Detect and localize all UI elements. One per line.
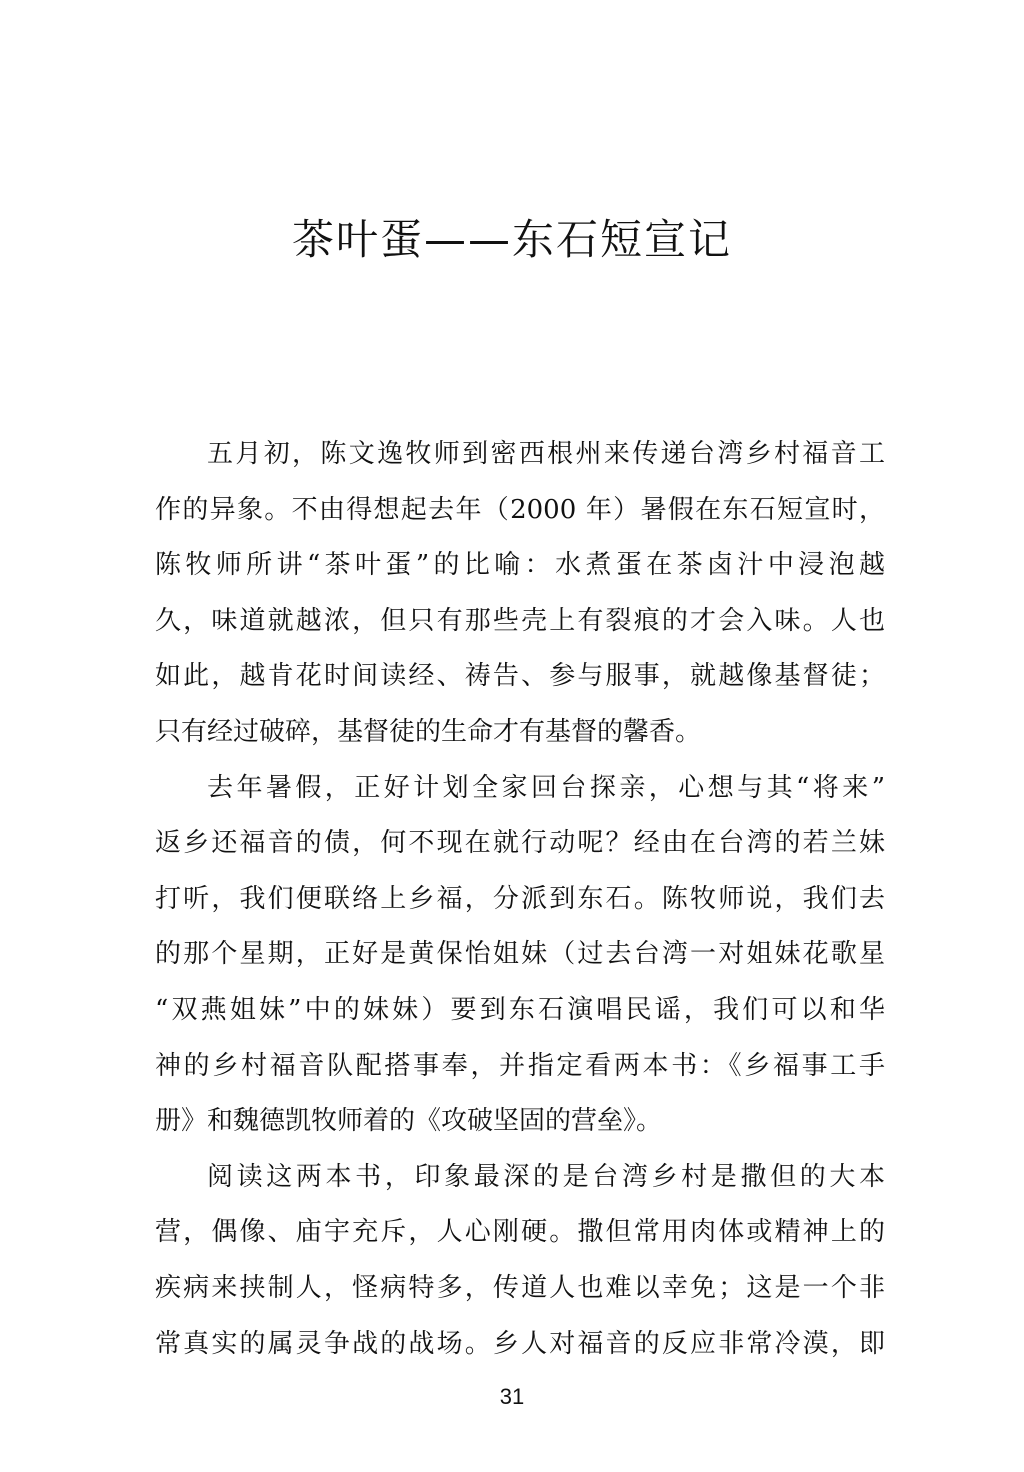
paragraph-line: 营，偶像、庙宇充斥，人心刚硬。撒但常用肉体或精神上的	[155, 1217, 885, 1248]
paragraph-line: 的那个星期，正好是黄保怡姐妹（过去台湾一对姐妹花歌星	[155, 939, 885, 970]
paragraph-line: 作的异象。不由得想起去年（2000 年）暑假在东石短宣时，	[155, 494, 885, 525]
paragraph-line: 打听，我们便联络上乡福，分派到东石。陈牧师说，我们去	[155, 883, 885, 914]
paragraph-line: 如此，越肯花时间读经、祷告、参与服事，就越像基督徒；	[155, 661, 885, 692]
paragraph-line: 疾病来挟制人，怪病特多，传道人也难以幸免；这是一个非	[155, 1272, 885, 1303]
paragraph-line: 五月初，陈文逸牧师到密西根州来传递台湾乡村福音工	[207, 439, 885, 469]
page-number: 31	[499, 1384, 525, 1409]
paragraph-line: 阅读这两本书，印象最深的是台湾乡村是撒但的大本	[207, 1161, 885, 1192]
paragraph-line: “双燕姐妹”中的妹妹）要到东石演唱民谣，我们可以和华	[155, 994, 885, 1025]
paragraph-line: 神的乡村福音队配搭事奉，并指定看两本书：《乡福事工手	[155, 1050, 885, 1081]
paragraph-line: 久，味道就越浓，但只有那些壳上有裂痕的才会入味。人也	[155, 605, 885, 636]
paragraph-line: 返乡还福音的债，何不现在就行动呢？经由在台湾的若兰妹	[155, 828, 885, 859]
paragraph-line: 陈牧师所讲“茶叶蛋”的比喻：水煮蛋在茶卤汁中浸泡越	[155, 550, 885, 581]
paragraph-line: 册》和魏德凯牧师着的《攻破坚固的营垒》。	[155, 1106, 663, 1137]
body-text	[155, 427, 885, 1372]
paragraph-line: 常真实的属灵争战的战场。乡人对福音的反应非常冷漠，即	[155, 1328, 885, 1359]
chapter-title: 茶叶蛋——东石短宣记	[291, 215, 732, 264]
paragraph-line: 去年暑假，正好计划全家回台探亲，心想与其“将来”	[207, 772, 885, 803]
paragraph-line: 只有经过破碎，基督徒的生命才有基督的馨香。	[155, 716, 702, 747]
